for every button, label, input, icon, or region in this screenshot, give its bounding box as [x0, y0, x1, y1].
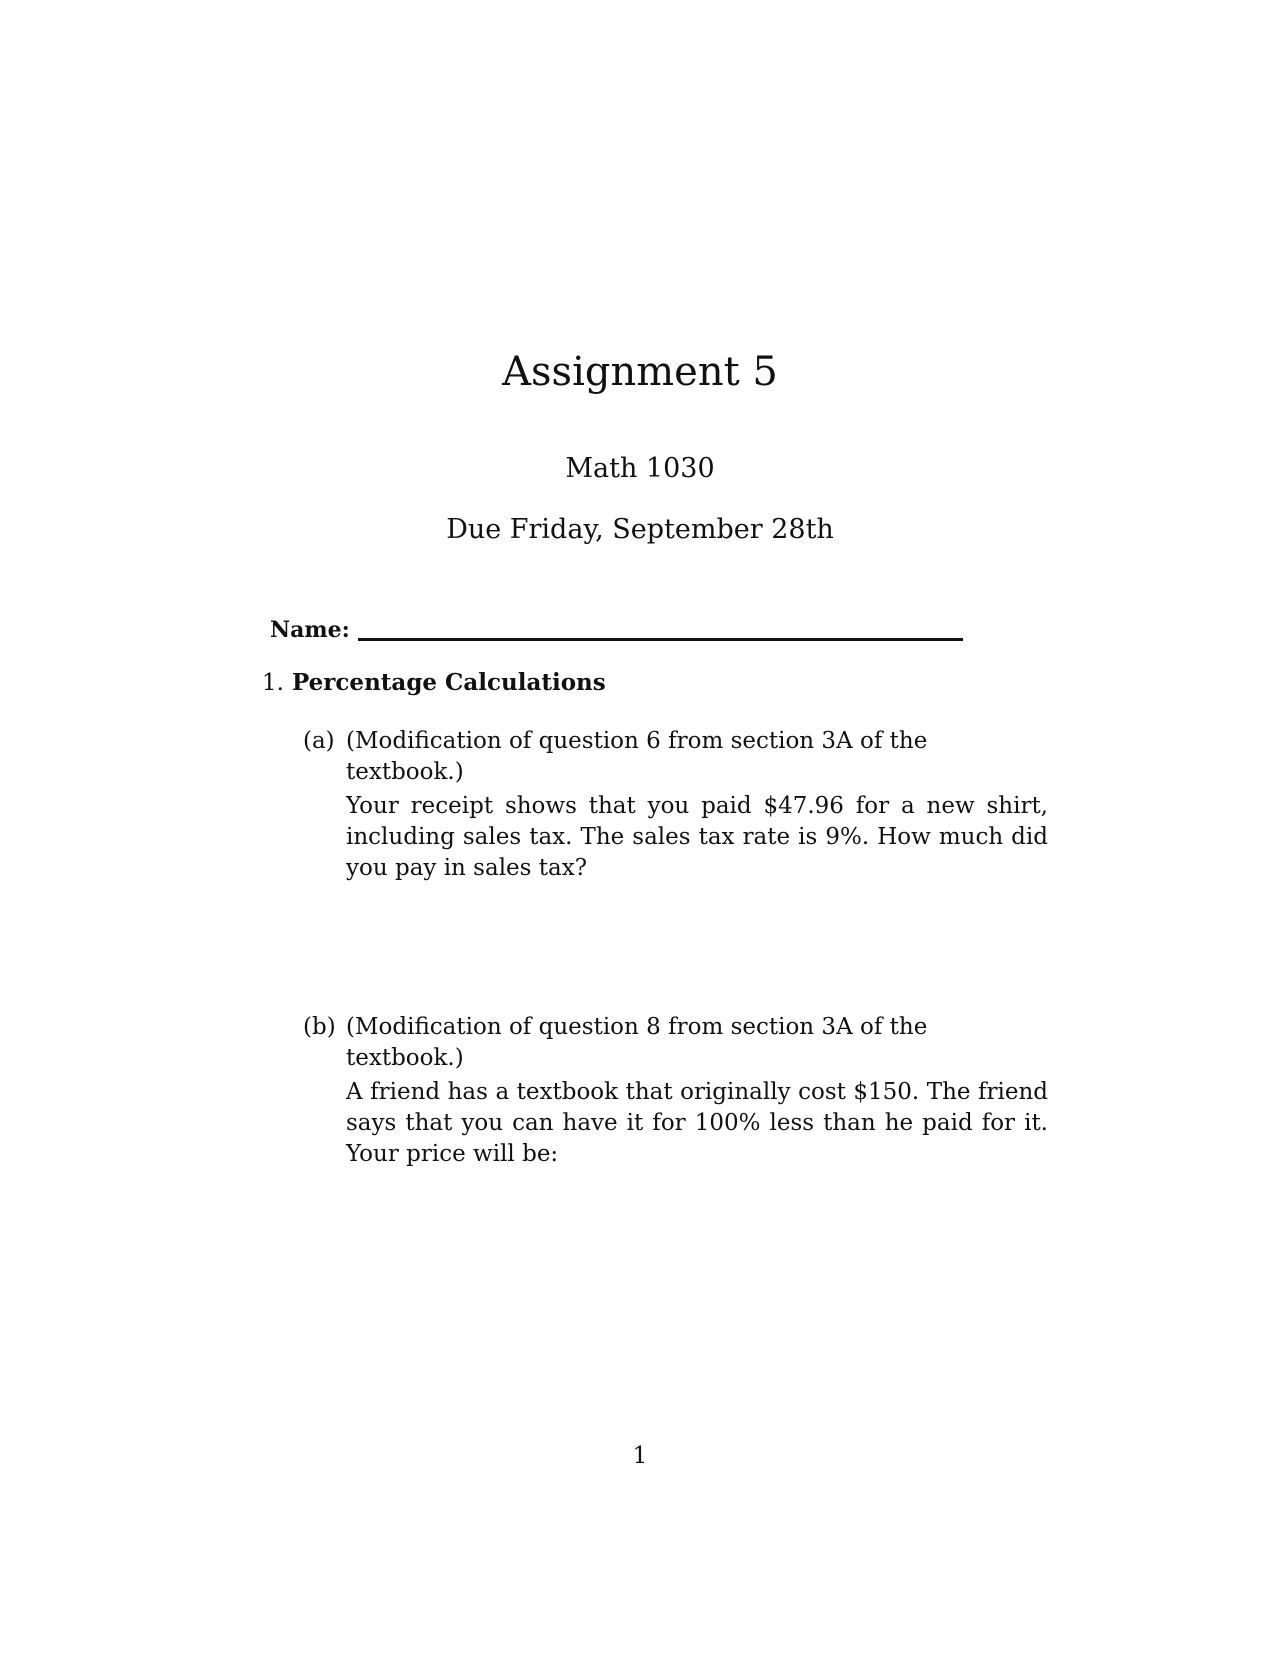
question-b [303, 1012, 1048, 1170]
name-label: Name: [270, 617, 350, 643]
question-source: (Modification of question 8 from section 3A of the textbook.) [346, 1014, 928, 1071]
section-title: Percentage Calculations [292, 669, 606, 696]
question-text: Your receipt shows that you paid $47.96 for a new shirt, including sales tax. The sales tax rate is 9%. How much did you pay in sales tax? [346, 793, 1048, 881]
assignment-title: Assignment 5 [502, 349, 778, 395]
question-source: (Modification of question 6 from section 3A of the textbook.) [346, 728, 928, 785]
question-text: A friend has a textbook that originally cost $150. The friend says that you can have it for 100% less than he paid for it. Your price will be: [346, 1079, 1048, 1167]
question-label: (b) [303, 1014, 336, 1040]
question-a [303, 726, 1048, 884]
question-label: (a) [303, 728, 335, 754]
name-blank-line [358, 638, 963, 641]
page-number: 1 [632, 1443, 648, 1469]
section-heading [262, 668, 606, 698]
section-number: 1. [262, 670, 284, 696]
due-date: Due Friday, September 28th [446, 514, 834, 545]
course-name: Math 1030 [565, 453, 715, 484]
name-field-row [270, 613, 963, 643]
